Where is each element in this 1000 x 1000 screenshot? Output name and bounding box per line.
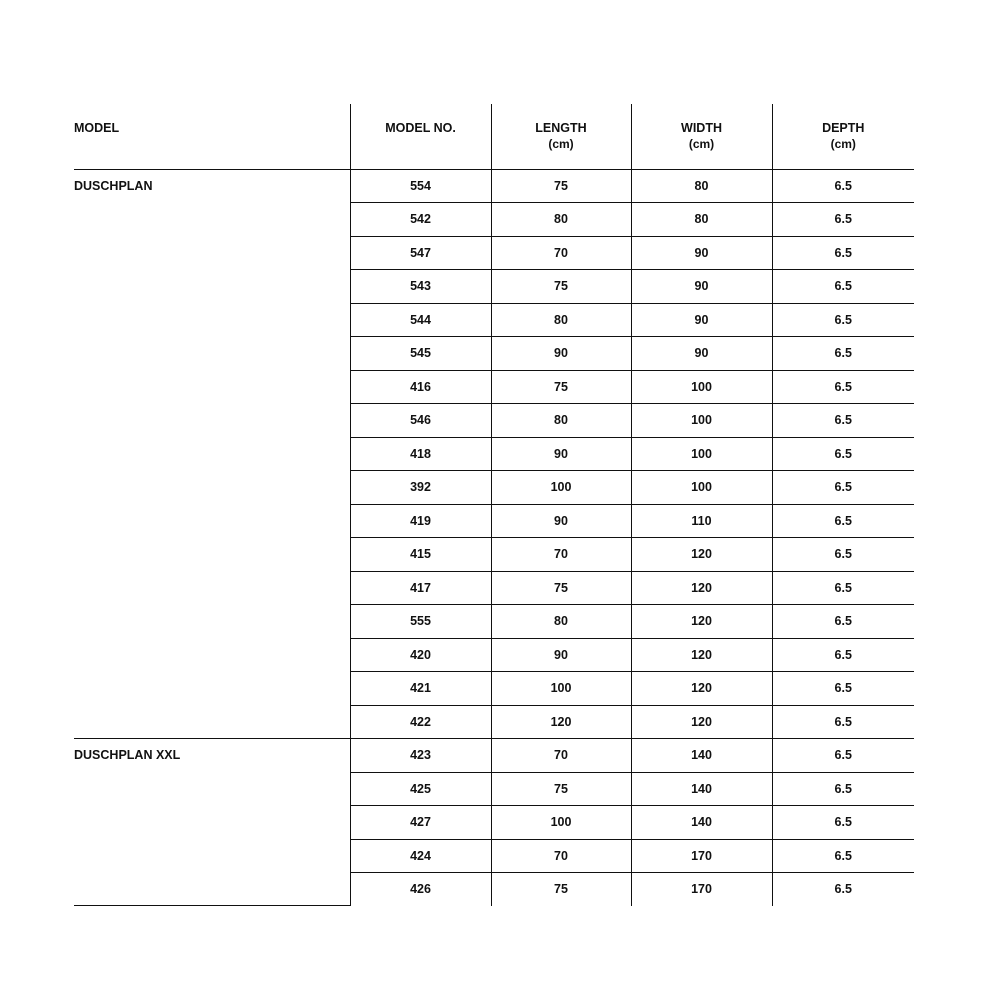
- cell-width: 140: [631, 806, 772, 840]
- cell-depth: 6.5: [772, 672, 914, 706]
- cell-model-no: 425: [350, 772, 491, 806]
- cell-depth: 6.5: [772, 504, 914, 538]
- header-length: [491, 104, 631, 169]
- cell-length: 75: [491, 270, 631, 304]
- cell-width: 120: [631, 538, 772, 572]
- header-row: [74, 104, 914, 169]
- cell-model-no: 422: [350, 705, 491, 739]
- cell-depth: 6.5: [772, 370, 914, 404]
- cell-depth: 6.5: [772, 404, 914, 438]
- cell-model-no: 418: [350, 437, 491, 471]
- cell-width: 140: [631, 772, 772, 806]
- cell-width: 80: [631, 169, 772, 203]
- cell-length: 80: [491, 404, 631, 438]
- cell-model-no: 554: [350, 169, 491, 203]
- cell-model-no: 427: [350, 806, 491, 840]
- cell-width: 100: [631, 404, 772, 438]
- cell-length: 75: [491, 571, 631, 605]
- cell-length: 90: [491, 504, 631, 538]
- cell-depth: 6.5: [772, 839, 914, 873]
- cell-model-no: 421: [350, 672, 491, 706]
- cell-model-no: 419: [350, 504, 491, 538]
- cell-width: 100: [631, 370, 772, 404]
- cell-model-no: 424: [350, 839, 491, 873]
- cell-width: 100: [631, 437, 772, 471]
- cell-length: 80: [491, 303, 631, 337]
- model-group-name: DUSCHPLAN: [74, 169, 350, 739]
- cell-depth: 6.5: [772, 236, 914, 270]
- cell-width: 90: [631, 236, 772, 270]
- cell-width: 120: [631, 571, 772, 605]
- cell-length: 80: [491, 203, 631, 237]
- cell-model-no: 546: [350, 404, 491, 438]
- cell-model-no: 545: [350, 337, 491, 371]
- cell-depth: 6.5: [772, 605, 914, 639]
- cell-length: 120: [491, 705, 631, 739]
- cell-length: 70: [491, 739, 631, 773]
- cell-model-no: 415: [350, 538, 491, 572]
- cell-width: 100: [631, 471, 772, 505]
- cell-depth: 6.5: [772, 471, 914, 505]
- cell-length: 80: [491, 605, 631, 639]
- cell-model-no: 426: [350, 873, 491, 906]
- cell-depth: 6.5: [772, 772, 914, 806]
- cell-depth: 6.5: [772, 169, 914, 203]
- table-row: [74, 739, 914, 773]
- table-body: [74, 169, 914, 906]
- cell-model-no: 423: [350, 739, 491, 773]
- cell-length: 100: [491, 806, 631, 840]
- cell-depth: 6.5: [772, 739, 914, 773]
- cell-width: 140: [631, 739, 772, 773]
- header-depth-unit: (cm): [830, 137, 856, 151]
- cell-width: 80: [631, 203, 772, 237]
- cell-length: 70: [491, 839, 631, 873]
- cell-width: 90: [631, 270, 772, 304]
- table-row: [74, 169, 914, 203]
- cell-length: 90: [491, 437, 631, 471]
- spec-table: [74, 104, 914, 906]
- cell-length: 100: [491, 672, 631, 706]
- cell-depth: 6.5: [772, 337, 914, 371]
- cell-length: 70: [491, 538, 631, 572]
- cell-length: 75: [491, 772, 631, 806]
- cell-depth: 6.5: [772, 705, 914, 739]
- cell-length: 90: [491, 337, 631, 371]
- cell-depth: 6.5: [772, 437, 914, 471]
- cell-width: 170: [631, 873, 772, 906]
- cell-length: 90: [491, 638, 631, 672]
- cell-width: 120: [631, 672, 772, 706]
- header-depth: [772, 104, 914, 169]
- cell-model-no: 547: [350, 236, 491, 270]
- cell-width: 120: [631, 705, 772, 739]
- cell-depth: 6.5: [772, 270, 914, 304]
- cell-depth: 6.5: [772, 203, 914, 237]
- cell-depth: 6.5: [772, 638, 914, 672]
- header-depth-label: DEPTH: [822, 121, 865, 135]
- cell-width: 90: [631, 337, 772, 371]
- header-model-no: MODEL NO.: [350, 104, 491, 169]
- cell-model-no: 543: [350, 270, 491, 304]
- cell-width: 110: [631, 504, 772, 538]
- cell-model-no: 542: [350, 203, 491, 237]
- cell-depth: 6.5: [772, 571, 914, 605]
- cell-model-no: 392: [350, 471, 491, 505]
- header-width-unit: (cm): [688, 137, 715, 151]
- cell-width: 170: [631, 839, 772, 873]
- header-model: MODEL: [74, 104, 350, 169]
- cell-model-no: 417: [350, 571, 491, 605]
- header-width: [631, 104, 772, 169]
- cell-length: 75: [491, 169, 631, 203]
- cell-depth: 6.5: [772, 303, 914, 337]
- cell-length: 70: [491, 236, 631, 270]
- header-length-unit: (cm): [548, 137, 574, 151]
- cell-model-no: 555: [350, 605, 491, 639]
- cell-depth: 6.5: [772, 806, 914, 840]
- cell-width: 120: [631, 638, 772, 672]
- cell-model-no: 416: [350, 370, 491, 404]
- cell-length: 100: [491, 471, 631, 505]
- cell-depth: 6.5: [772, 538, 914, 572]
- cell-model-no: 420: [350, 638, 491, 672]
- cell-length: 75: [491, 370, 631, 404]
- header-width-label: WIDTH: [681, 121, 722, 135]
- cell-width: 90: [631, 303, 772, 337]
- cell-length: 75: [491, 873, 631, 906]
- cell-width: 120: [631, 605, 772, 639]
- header-length-label: LENGTH: [535, 121, 587, 135]
- cell-depth: 6.5: [772, 873, 914, 906]
- model-group-name: DUSCHPLAN XXL: [74, 739, 350, 906]
- cell-model-no: 544: [350, 303, 491, 337]
